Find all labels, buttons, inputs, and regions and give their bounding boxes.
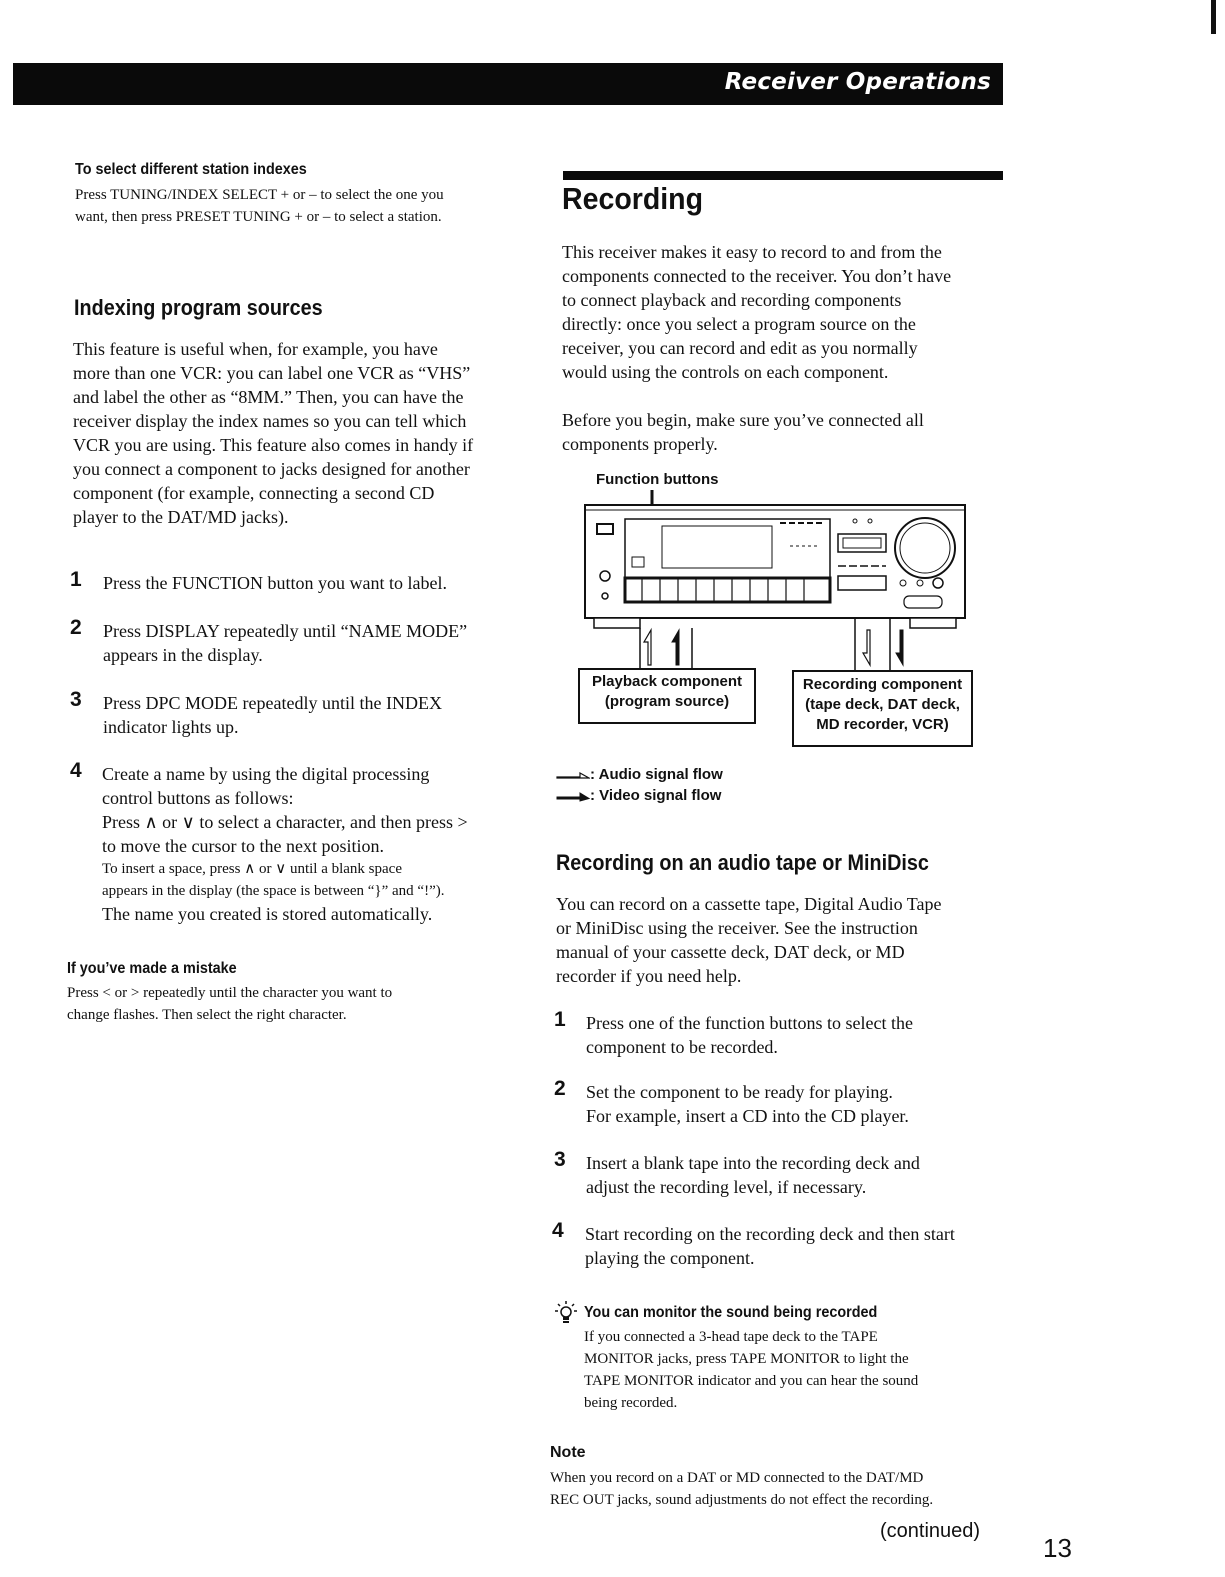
text-line: would using the controls on each component. — [562, 362, 889, 382]
text-line: components connected to the receiver. You don’t have — [562, 266, 952, 286]
section-header-title: Receiver Operations — [724, 69, 991, 95]
tape-paragraph — [556, 892, 941, 988]
text-line: receiver, you can record and edit as you normally — [562, 338, 918, 358]
text-line: appears in the display. — [103, 645, 263, 665]
text-line: Set the component to be ready for playing. — [586, 1082, 893, 1102]
text-line: For example, insert a CD into the CD player. — [586, 1106, 909, 1126]
text-line: adjust the recording level, if necessary. — [586, 1177, 867, 1197]
playback-component-callout — [578, 668, 756, 724]
tip-heading: You can monitor the sound being recorded — [584, 1304, 878, 1321]
text-line: Start recording on the recording deck and then start — [585, 1224, 955, 1244]
step-text — [103, 619, 467, 667]
callout-line: (tape deck, DAT deck, — [805, 696, 960, 713]
text-line: TAPE MONITOR indicator and you can hear the sound — [584, 1373, 919, 1389]
function-buttons-label: Function buttons — [596, 471, 719, 488]
text-line: Press TUNING/INDEX SELECT + or – to select the one you — [75, 187, 444, 203]
step-text — [585, 1222, 955, 1270]
text-line: you connect a component to jacks designed for another — [73, 459, 470, 479]
text-line: If you connected a 3-head tape deck to the TAPE — [584, 1329, 878, 1345]
continued-label: (continued) — [880, 1520, 981, 1542]
legend-label: : Video signal flow — [590, 787, 722, 804]
text-line: manual of your cassette deck, DAT deck, or MD — [556, 942, 905, 962]
text-line: The name you created is stored automatically. — [102, 904, 433, 924]
step-number: 2 — [70, 616, 82, 639]
text-line: Press DISPLAY repeatedly until “NAME MODE” — [103, 621, 468, 641]
text-line: receiver display the index names so you can tell which — [73, 411, 467, 431]
text-line: To insert a space, press ∧ or ∨ until a blank space — [102, 861, 402, 877]
text-line: change flashes. Then select the right character. — [67, 1007, 347, 1023]
recording-rule — [563, 171, 1003, 180]
indexing-paragraph — [73, 337, 473, 529]
text-line: or MiniDisc using the receiver. See the instruction — [556, 918, 918, 938]
recording-intro — [562, 240, 951, 384]
text-line: player to the DAT/MD jacks). — [73, 507, 289, 527]
text-line: Press the FUNCTION button you want to label. — [103, 573, 447, 593]
recording-component-callout — [792, 670, 973, 747]
text-line: Create a name by using the digital processing — [102, 764, 430, 784]
text-line: REC OUT jacks, sound adjustments do not effect the recording. — [550, 1492, 934, 1508]
legend-audio — [556, 766, 723, 783]
step-number: 1 — [554, 1008, 566, 1031]
audio-flow-arrow-icon — [556, 769, 590, 781]
note-text — [550, 1467, 933, 1511]
video-flow-arrow-icon — [556, 790, 590, 802]
step-text — [586, 1011, 913, 1059]
step-text — [586, 1151, 920, 1199]
text-line: appears in the display (the space is between “}” and “!”). — [102, 883, 445, 899]
text-line: control buttons as follows: — [102, 788, 294, 808]
step-number: 4 — [552, 1219, 564, 1242]
mistake-heading: If you’ve made a mistake — [67, 960, 237, 977]
text-line: When you record on a DAT or MD connected to the DAT/MD — [550, 1470, 924, 1486]
text-line: MONITOR jacks, press TAPE MONITOR to light the — [584, 1351, 909, 1367]
step-text — [103, 691, 442, 739]
text-line: Press DPC MODE repeatedly until the INDEX — [103, 693, 442, 713]
text-line: recorder if you need help. — [556, 966, 742, 986]
text-line: Press one of the function buttons to select the — [586, 1013, 913, 1033]
text-line: indicator lights up. — [103, 717, 239, 737]
text-line: components properly. — [562, 434, 718, 454]
recording-title: Recording — [562, 181, 704, 216]
step-text — [586, 1080, 909, 1128]
text-line: want, then press PRESET TUNING + or – to select a station. — [75, 209, 442, 225]
text-line: to connect playback and recording components — [562, 290, 902, 310]
step-text — [102, 762, 468, 926]
step-number: 1 — [70, 568, 82, 591]
lightbulb-icon — [554, 1301, 578, 1327]
text-line: component to be recorded. — [586, 1037, 778, 1057]
page-edge-mark — [1211, 0, 1216, 34]
callout-line: MD recorder, VCR) — [816, 716, 949, 733]
step-text — [103, 571, 447, 595]
text-line: This feature is useful when, for example, you have — [73, 339, 438, 359]
indexing-heading: Indexing program sources — [74, 295, 323, 320]
text-line: Before you begin, make sure you’ve connected all — [562, 410, 924, 430]
before-you-begin — [562, 408, 924, 456]
text-line: component (for example, connecting a second CD — [73, 483, 435, 503]
callout-line: Playback component — [591, 673, 743, 690]
station-indexes-text — [75, 184, 444, 228]
text-line: and label the other as “8MM.” Then, you can have the — [73, 387, 464, 407]
text-line: This receiver makes it easy to record to and from the — [562, 242, 942, 262]
legend-label: : Audio signal flow — [590, 766, 723, 783]
text-line: Insert a blank tape into the recording deck and — [586, 1153, 920, 1173]
tape-heading: Recording on an audio tape or MiniDisc — [556, 850, 929, 875]
step-number: 3 — [554, 1148, 566, 1171]
note-heading: Note — [550, 1444, 586, 1461]
text-line: more than one VCR: you can label one VCR as “VHS” — [73, 363, 471, 383]
step-number: 2 — [554, 1077, 566, 1100]
page-number: 13 — [1043, 1533, 1072, 1563]
station-indexes-heading: To select different station indexes — [75, 161, 307, 178]
text-line: VCR you are using. This feature also comes in handy if — [73, 435, 474, 455]
text-line: You can record on a cassette tape, Digital Audio Tape — [556, 894, 942, 914]
receiver-illustration — [580, 490, 970, 670]
step-number: 3 — [70, 688, 82, 711]
tip-text — [584, 1326, 918, 1414]
text-line: being recorded. — [584, 1395, 678, 1411]
callout-line: Recording component — [802, 676, 963, 693]
text-line: playing the component. — [585, 1248, 755, 1268]
step-number: 4 — [70, 759, 82, 782]
text-line: Press ∧ or ∨ to select a character, and then press > — [102, 812, 468, 832]
legend-video — [556, 787, 721, 804]
callout-line: (program source) — [604, 693, 730, 710]
text-line: Press < or > repeatedly until the character you want to — [67, 985, 393, 1001]
mistake-text — [67, 982, 392, 1026]
text-line: directly: once you select a program source on the — [562, 314, 916, 334]
text-line: to move the cursor to the next position. — [102, 836, 384, 856]
section-header-bar — [13, 63, 1003, 105]
